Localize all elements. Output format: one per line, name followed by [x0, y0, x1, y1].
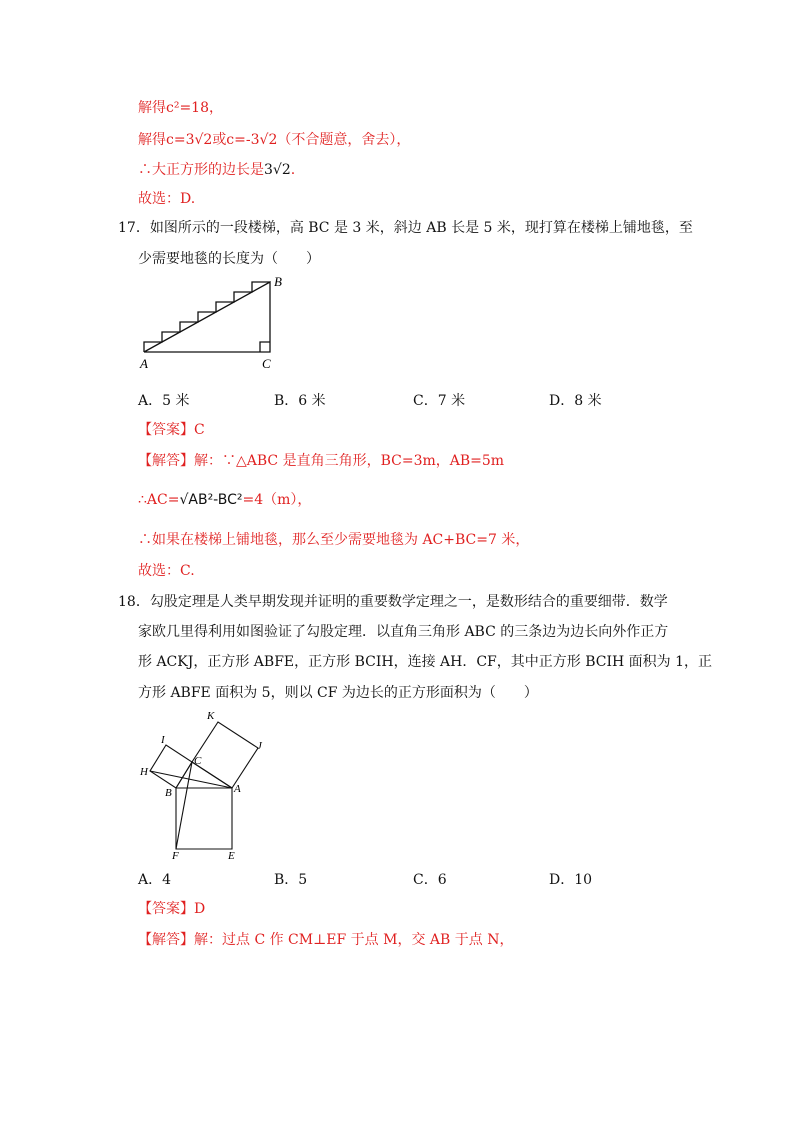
q18-stem-line-4: 方形 ABFE 面积为 5，则以 CF 为边长的正方形面积为（ ） — [138, 685, 538, 701]
q18-label-c: C — [194, 755, 202, 767]
q17-solution-3: ∴如果在楼梯上铺地毯，那么至少需要地毯为 AC+BC=7 米， — [138, 532, 530, 548]
q18-option-c[interactable]: C．6 — [413, 872, 447, 888]
q17-solution-4: 故选：C. — [138, 563, 195, 579]
q17-ac-value: =4（m）， — [242, 492, 312, 508]
s16-solution-neg: 或c=-3√2 — [212, 132, 278, 148]
q17-ac-label: ∴AC= — [138, 492, 180, 508]
q17-answer: 【答案】C — [138, 422, 205, 438]
q17-label-a: A — [140, 356, 148, 371]
s16-line-2 — [138, 130, 410, 150]
q18-label-b: B — [165, 787, 172, 799]
q18-stem-line-1: 18．勾股定理是人类早期发现并证明的重要数学定理之一，是数形结合的重要细带．数学 — [118, 594, 668, 610]
s16-reject-note: （不合题意，舍去）， — [277, 132, 411, 148]
q17-solution-1: 【解答】解：∵△ABC 是直角三角形，BC=3m，AB=5m — [138, 453, 505, 469]
q18-label-j: J — [257, 740, 262, 752]
q17-stem-line-2: 少需要地毯的长度为（ ） — [138, 251, 320, 267]
s16-side-value: 3√2 — [264, 162, 291, 178]
q18-label-h: H — [140, 766, 148, 778]
s16-solution-pos: 解得c=3√2 — [138, 132, 213, 148]
q17-option-d[interactable]: D．8 米 — [549, 393, 602, 409]
q18-option-d[interactable]: D．10 — [549, 872, 593, 888]
q17-sqrt-expression: √AB²-BC² — [179, 492, 243, 508]
s16-conclusion: ∴大正方形的边长是 — [138, 162, 264, 178]
q18-label-e: E — [228, 850, 235, 862]
q18-option-a[interactable]: A．4 — [138, 872, 172, 888]
q18-stem-line-2: 家欧几里得利用如图验证了勾股定理．以直角三角形 ABC 的三条边为边长向外作正方 — [138, 624, 669, 640]
q18-label-i: I — [161, 734, 165, 746]
q17-label-b: B — [274, 274, 282, 289]
q17-option-a[interactable]: A．5 米 — [138, 393, 190, 409]
q17-staircase-figure — [138, 270, 288, 375]
q18-label-k: K — [207, 710, 215, 722]
q17-label-c: C — [262, 356, 271, 371]
q17-option-c[interactable]: C．7 米 — [413, 393, 466, 409]
s16-line-3 — [138, 160, 295, 180]
q17-solution-2 — [138, 490, 311, 510]
q18-label-f: F — [172, 850, 179, 862]
q18-option-b[interactable]: B．5 — [274, 872, 308, 888]
q17-stem-line-1: 17．如图所示的一段楼梯，高 BC 是 3 米，斜边 AB 长是 5 米，现打算在楼梯上铺地毯，至 — [118, 220, 693, 236]
q18-answer: 【答案】D — [138, 901, 206, 917]
s16-period: . — [290, 162, 296, 178]
q18-solution-1: 【解答】解：过点 C 作 CM⊥EF 于点 M，交 AB 于点 N， — [138, 932, 514, 948]
s16-choice: 故选：D. — [138, 191, 196, 207]
q18-stem-line-3: 形 ACKJ，正方形 ABFE，正方形 BCIH，连接 AH．CF，其中正方形 BCIH 面积为 1，正 — [138, 654, 713, 670]
q17-option-b[interactable]: B．6 米 — [274, 393, 326, 409]
q18-pythagoras-figure — [135, 705, 275, 865]
q18-label-a: A — [234, 783, 241, 795]
s16-line-1: 解得c²=18， — [138, 100, 223, 116]
